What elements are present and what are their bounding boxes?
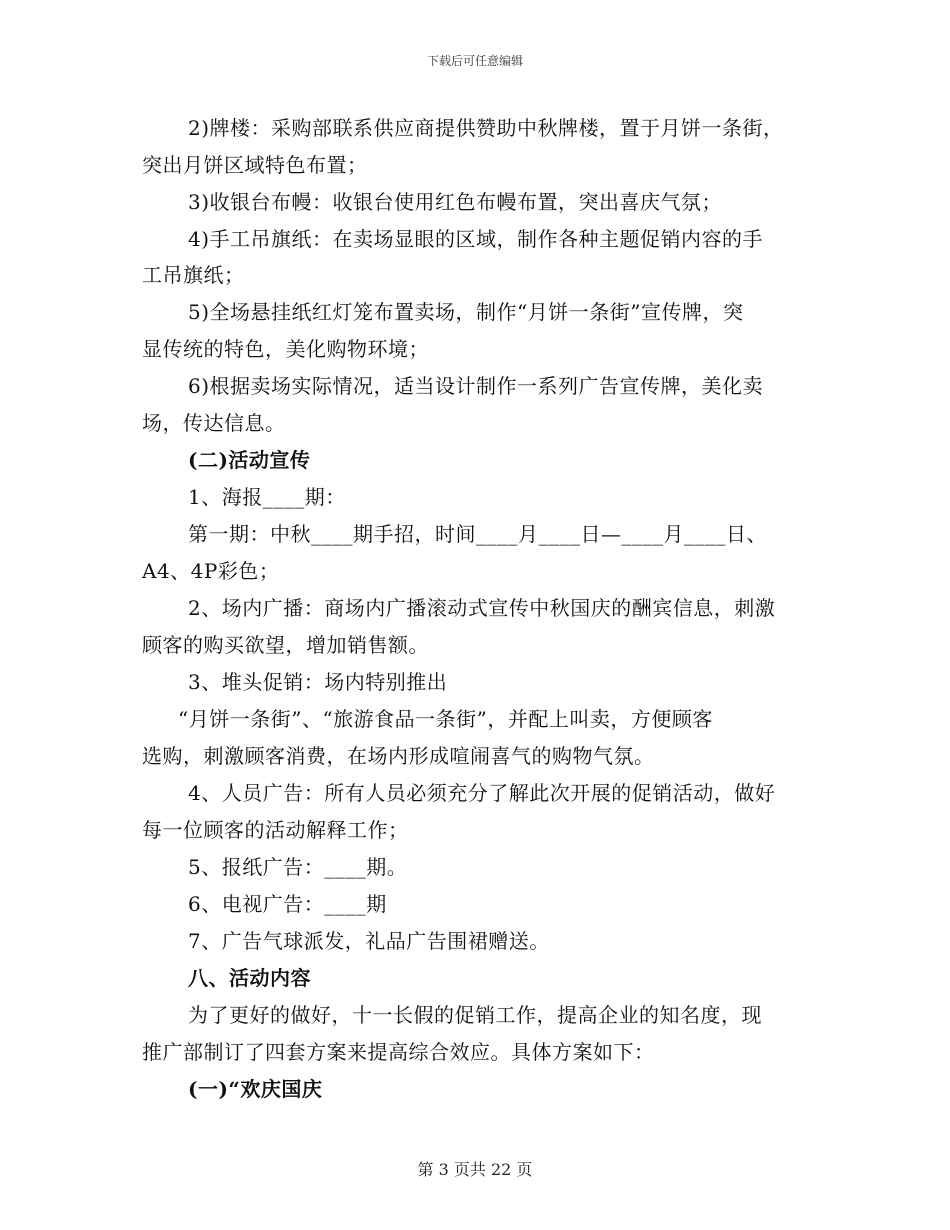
text-line: A4、4P彩色； <box>142 559 280 583</box>
text-line: 工吊旗纸； <box>142 263 245 287</box>
text-line: 选购，刺激顾客消费，在场内形成喧闹喜气的购物气氛。 <box>142 744 655 768</box>
text-line: 4)手工吊旗纸：在卖场显眼的区域，制作各种主题促销内容的手 <box>188 227 764 251</box>
section-heading: (一)“欢庆国庆 <box>188 1077 323 1101</box>
text-line: 7、广告气球派发，礼品广告围裙赠送。 <box>188 929 550 953</box>
text-line: 6)根据卖场实际情况，适当设计制作一系列广告宣传牌，美化卖 <box>188 374 764 398</box>
text-line: 推广部制订了四套方案来提高综合效应。具体方案如下： <box>142 1040 655 1064</box>
text-line: 显传统的特色，美化购物环境； <box>142 337 429 361</box>
text-line: “月饼一条街”、“旅游食品一条街”，并配上叫卖，方便顾客 <box>178 707 713 731</box>
text-line: 4、人员广告：所有人员必须充分了解此次开展的促销活动，做好 <box>188 781 776 805</box>
text-line: 5)全场悬挂纸红灯笼布置卖场，制作“月饼一条街”宣传牌，突 <box>188 300 744 324</box>
text-line: 6、电视广告：____期 <box>188 892 387 916</box>
text-line: 2)牌楼：采购部联系供应商提供赞助中秋牌楼，置于月饼一条街， <box>188 116 784 140</box>
header-note: 下载后可任意编辑 <box>426 54 523 68</box>
section-heading: 八、活动内容 <box>188 966 311 990</box>
text-line: 3、堆头促销：场内特别推出 <box>188 670 448 694</box>
text-line: 3)收银台布幔：收银台使用红色布幔布置，突出喜庆气氛； <box>188 190 723 214</box>
text-line: 2、场内广播：商场内广播滚动式宣传中秋国庆的酬宾信息，刺激 <box>188 596 776 620</box>
text-line: 顾客的购买欲望，增加销售额。 <box>142 633 429 657</box>
text-line: 场，传达信息。 <box>142 411 286 435</box>
text-line: 5、报纸广告：____期。 <box>188 855 408 879</box>
text-line: 第一期：中秋____期手招，时间____月____日—____月____日、 <box>188 522 767 546</box>
text-line: 1、海报____期： <box>188 485 346 509</box>
text-line: 突出月饼区域特色布置； <box>142 153 368 177</box>
text-line: 每一位顾客的活动解释工作； <box>142 818 409 842</box>
section-heading: (二)活动宣传 <box>188 448 311 472</box>
text-line: 为了更好的做好，十一长假的促销工作，提高企业的知名度，现 <box>188 1003 762 1027</box>
page-number: 第 3 页共 22 页 <box>417 1160 533 1179</box>
